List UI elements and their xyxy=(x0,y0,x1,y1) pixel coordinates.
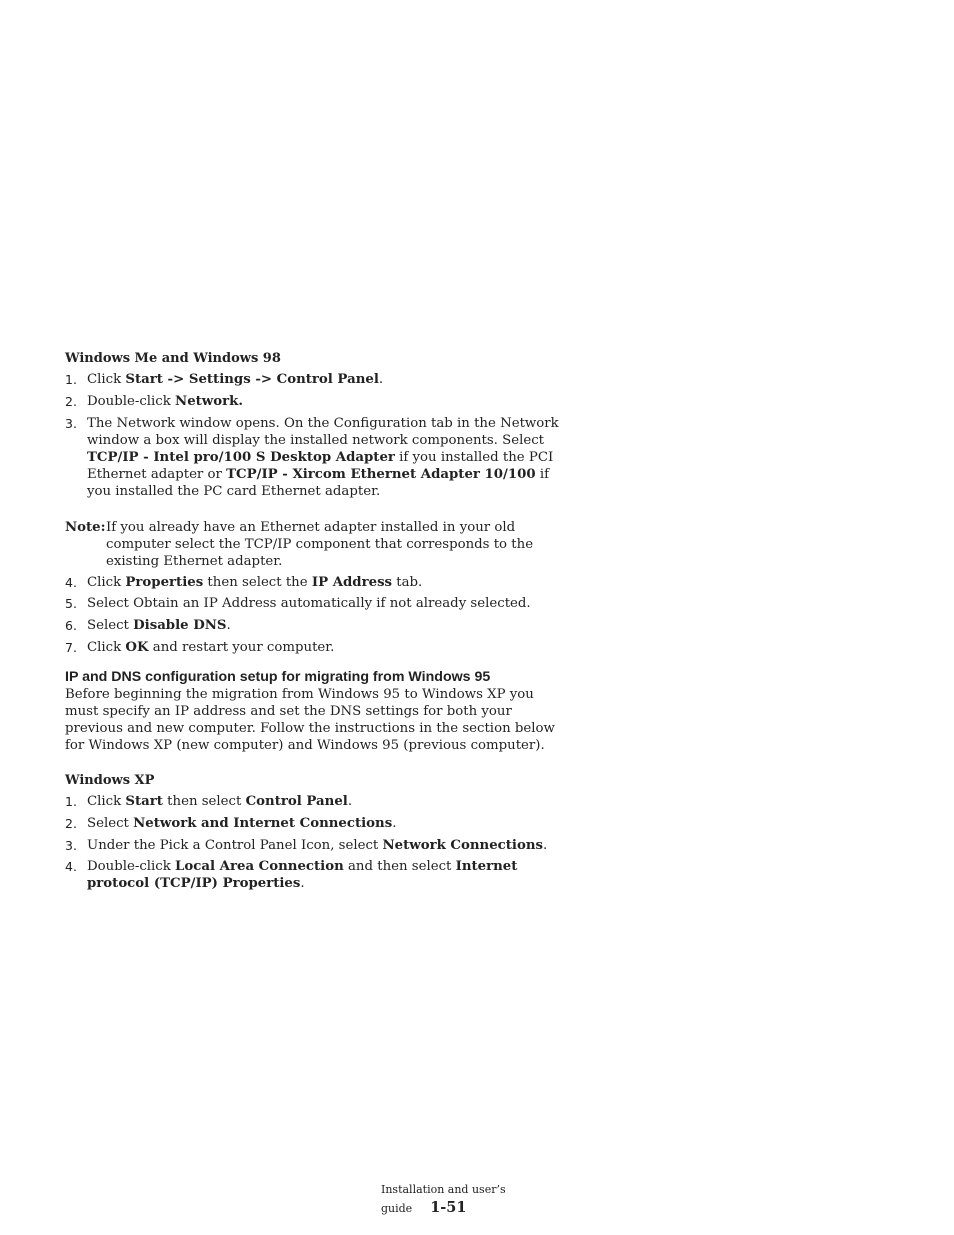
step-text: then select xyxy=(162,793,246,809)
step-emphasis: Start xyxy=(125,793,163,809)
list-item xyxy=(65,858,570,892)
list-item xyxy=(65,639,570,656)
step-number: 1. xyxy=(65,793,77,809)
step-text: Click xyxy=(87,574,126,590)
step-emphasis: OK xyxy=(125,639,149,655)
list-item xyxy=(65,393,570,410)
step-text: Select xyxy=(87,618,134,634)
subhead-windows-me-98: Windows Me and Windows 98 xyxy=(65,351,281,366)
step-text: tab. xyxy=(392,574,423,590)
step-text: Select xyxy=(87,815,134,831)
step-emphasis: TCP/IP - Xircom Ethernet Adapter 10/100 xyxy=(226,466,536,482)
list-item xyxy=(65,617,570,634)
subhead-windows-xp: Windows XP xyxy=(65,772,155,788)
note-label: Note: xyxy=(65,519,106,535)
step-number: 7. xyxy=(65,639,77,655)
steps-list-me-98 xyxy=(65,371,570,500)
step-number: 1. xyxy=(65,372,77,387)
step-text: if you installed the PCI Ethernet adapter or xyxy=(87,449,554,482)
list-item xyxy=(65,595,570,612)
step-number: 4. xyxy=(65,574,77,590)
step-emphasis: Internet protocol (TCP/IP) Properties xyxy=(87,859,518,892)
section-paragraph: Before beginning the migration from Windows 95 to Windows XP you must specify an IP address and set the DNS settings for both your previous and new computer. Follow the instructions in the section below for Windows XP (new computer) and Windows 95 (previous computer). xyxy=(65,686,555,753)
step-emphasis: Disable DNS xyxy=(133,618,227,634)
list-item xyxy=(65,815,570,832)
step-text: Click xyxy=(87,639,126,655)
step-emphasis: Local Area Connection xyxy=(175,859,344,875)
step-text: . xyxy=(378,372,384,387)
page-number: 1-51 xyxy=(430,1199,467,1216)
step-text: then select the xyxy=(203,574,312,590)
step-text: The Network window opens. On the Configuration tab in the Network window a box will display the installed network components. Select xyxy=(87,415,559,448)
step-number: 5. xyxy=(65,596,77,612)
step-text: . xyxy=(392,815,397,831)
footer-guide-title: Installation and user’s guide xyxy=(381,1183,506,1215)
note xyxy=(65,519,570,570)
list-item xyxy=(65,793,570,810)
step-number: 2. xyxy=(65,393,77,409)
step-text: . xyxy=(226,618,231,634)
step-text: . xyxy=(542,837,548,853)
step-text: and restart your computer. xyxy=(148,639,335,655)
step-emphasis: TCP/IP - Intel pro/100 S Desktop Adapter xyxy=(87,449,395,465)
step-number: 3. xyxy=(65,837,77,853)
step-text: . xyxy=(300,876,305,892)
step-text: Click xyxy=(87,793,126,809)
page-content xyxy=(65,350,570,897)
step-number: 3. xyxy=(65,415,77,431)
step-text: Under the Pick a Control Panel Icon, select xyxy=(87,837,383,853)
step-emphasis: Start -> Settings -> Control Panel xyxy=(125,372,379,387)
steps-list-me-98-continued xyxy=(65,574,570,656)
step-number: 6. xyxy=(65,618,77,634)
list-item xyxy=(65,415,570,500)
step-text: Click xyxy=(87,372,126,387)
step-emphasis: Network and Internet Connections xyxy=(133,815,393,831)
page-footer xyxy=(381,1181,571,1218)
section-heading: IP and DNS configuration setup for migrating from Windows 95 xyxy=(65,668,491,685)
list-item xyxy=(65,574,570,591)
step-emphasis: Network. xyxy=(175,393,243,409)
steps-list-windows-xp xyxy=(65,793,570,892)
step-text: Double-click xyxy=(87,393,176,409)
step-number: 4. xyxy=(65,859,77,875)
step-number: 2. xyxy=(65,815,77,831)
step-text: Double-click xyxy=(87,859,176,875)
step-emphasis: Control Panel xyxy=(245,793,348,809)
step-text: if you installed the PC card Ethernet adapter. xyxy=(87,466,550,499)
note-text: If you already have an Ethernet adapter installed in your old computer select the TCP/IP component that corresponds to the existing Ethernet adapter. xyxy=(106,519,534,569)
step-emphasis: IP Address xyxy=(311,574,393,590)
list-item xyxy=(65,371,570,388)
step-text: . xyxy=(347,793,353,809)
step-text: and then select xyxy=(343,859,456,875)
step-text: Select Obtain an IP Address automatically if not already selected. xyxy=(87,596,531,612)
list-item xyxy=(65,837,570,854)
step-emphasis: Network Connections xyxy=(382,837,543,853)
step-emphasis: Properties xyxy=(125,574,204,590)
